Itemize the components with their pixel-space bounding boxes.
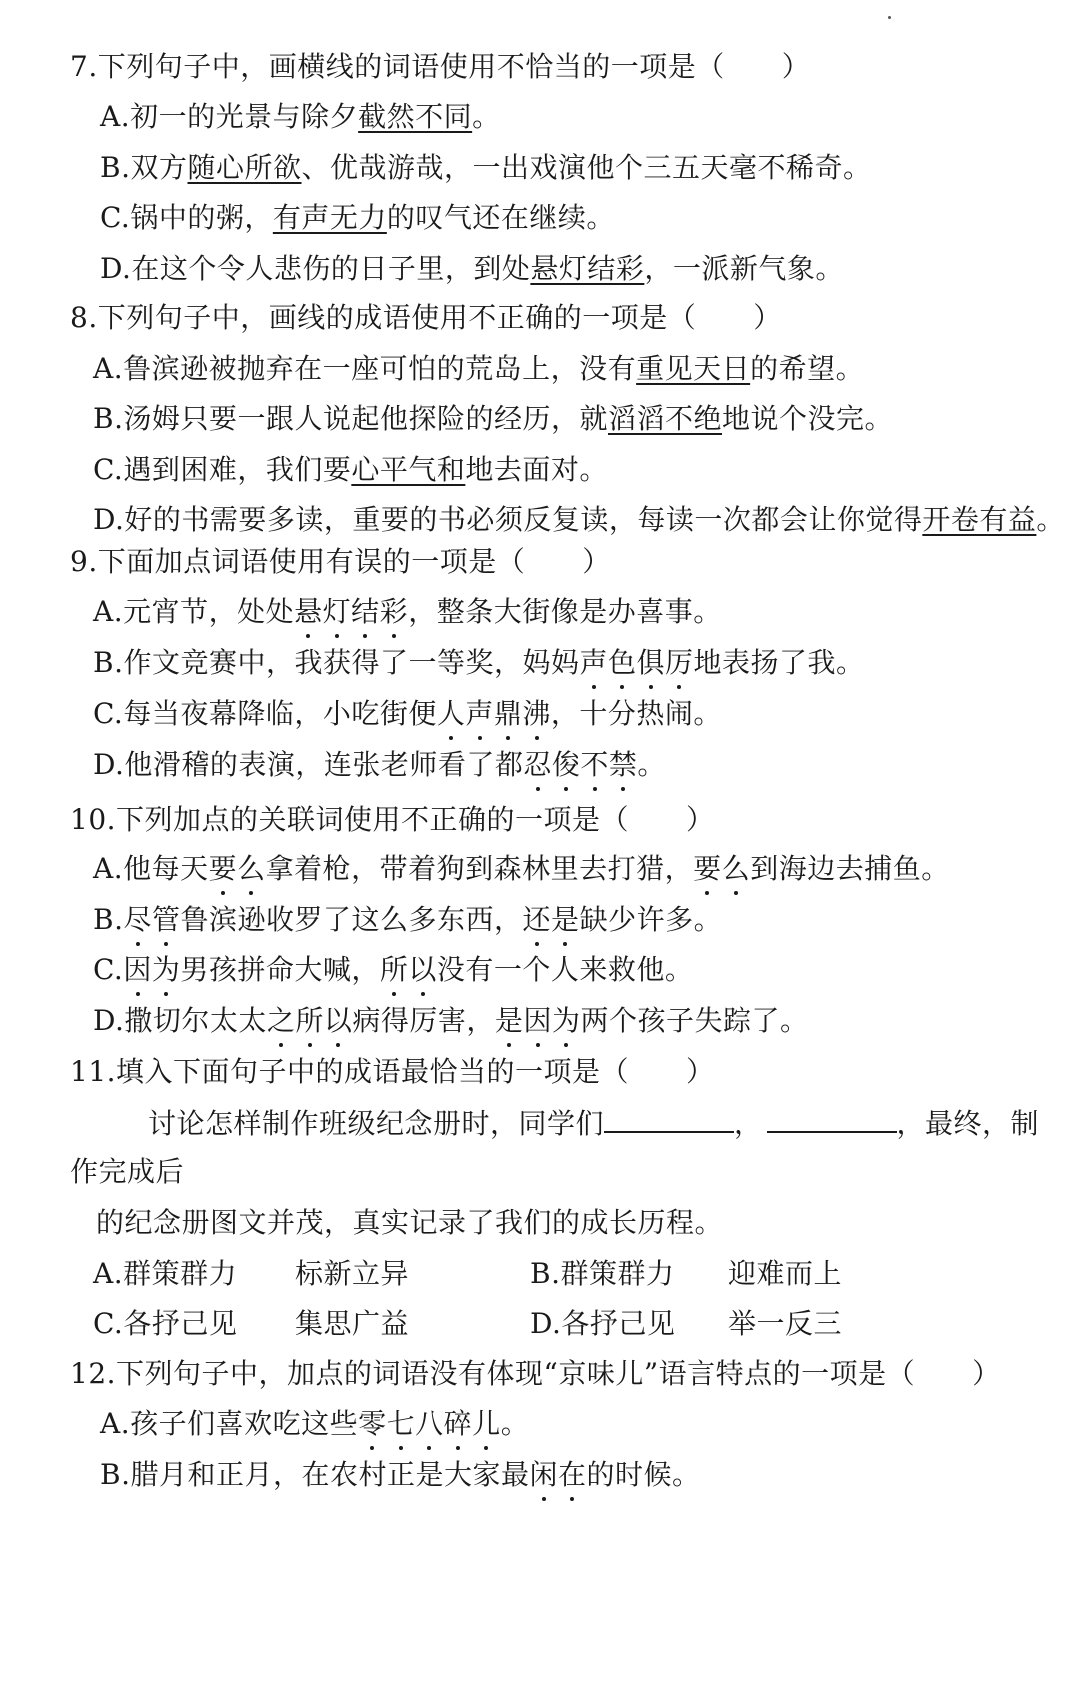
dotted-char: 闲 — [529, 1455, 558, 1495]
q7-option-d[interactable]: D.在这个令人悲伤的日子里，到处悬灯结彩，一派新气象。 — [100, 252, 844, 285]
dotted-word — [267, 1004, 353, 1037]
dotted-word — [123, 953, 180, 986]
dotted-char: 不 — [580, 745, 609, 785]
dotted-word — [495, 1004, 581, 1037]
dotted-char: 为 — [152, 950, 181, 990]
dotted-char: 在 — [558, 1455, 587, 1495]
dotted-char: 么 — [237, 849, 266, 889]
dotted-word — [523, 903, 580, 936]
q11-option-c[interactable]: C.各抒己见 — [93, 1307, 238, 1340]
dotted-char: 因 — [123, 950, 152, 990]
dotted-word — [358, 1407, 501, 1440]
q11-passage-line3: 的纪念册图文并茂，真实记录了我们的成长历程。 — [96, 1206, 724, 1239]
dotted-word — [693, 852, 750, 885]
question-10-stem: 10.下列加点的关联词使用不正确的一项是（ ） — [70, 803, 715, 836]
scan-speck — [888, 16, 891, 19]
q10-option-d[interactable]: D.撒切尔太太之所以病得厉害，是因为两个孩子失踪了。 — [93, 1001, 808, 1041]
dotted-word — [437, 697, 551, 730]
dotted-char: 是 — [495, 1001, 524, 1041]
dotted-char: 儿 — [472, 1404, 501, 1444]
q11-passage-line1: 讨论怎样制作班级纪念册时，同学们 ， ，最终，制 — [148, 1107, 1040, 1140]
dotted-char: 人 — [437, 694, 466, 734]
q8-option-a[interactable]: A.鲁滨逊被抛弃在一座可怕的荒岛上，没有重见天日的希望。 — [93, 352, 865, 385]
dotted-char: 声 — [465, 694, 494, 734]
dotted-char: 七 — [387, 1404, 416, 1444]
question-11-stem: 11.填入下面句子中的成语最恰当的一项是（ ） — [70, 1055, 715, 1088]
question-7-stem: 7.下列句子中，画横线的词语使用不恰当的一项是（ ） — [70, 50, 811, 83]
q10-option-b[interactable]: B.尽管鲁滨逊收罗了这么多东西，还是缺少许多。 — [93, 900, 722, 940]
dotted-char: 结 — [351, 592, 380, 632]
q8-option-d[interactable]: D.好的书需要多读，重要的书必须反复读，每读一次都会让你觉得开卷有益。 — [93, 503, 1065, 536]
dotted-char: 俱 — [637, 643, 666, 683]
dotted-char: 尽 — [123, 900, 152, 940]
q9-option-d[interactable]: D.他滑稽的表演，连张老师看了都忍俊不禁。 — [93, 745, 666, 785]
dotted-word — [294, 595, 408, 628]
dotted-word — [123, 903, 180, 936]
question-8-stem: 8.下列句子中，画线的成语使用不正确的一项是（ ） — [70, 301, 782, 334]
dotted-char: 灯 — [323, 592, 352, 632]
dotted-char: 鼎 — [494, 694, 523, 734]
q8-option-b[interactable]: B.汤姆只要一跟人说起他探险的经历，就滔滔不绝地说个没完。 — [93, 402, 894, 435]
q11-option-a-second: 标新立异 — [295, 1257, 410, 1290]
answer-blank-1[interactable] — [604, 1105, 734, 1133]
dotted-char: 以 — [324, 1001, 353, 1041]
question-12-stem: 12.下列句子中，加点的词语没有体现“京味儿”语言特点的一项是（ ） — [70, 1357, 1001, 1390]
q11-option-b-second: 迎难而上 — [728, 1257, 843, 1290]
question-9-stem: 9.下面加点词语使用有误的一项是（ ） — [70, 545, 611, 578]
q7-option-b[interactable]: B.双方随心所欲、优哉游哉，一出戏演他个三五天毫不稀奇。 — [100, 151, 872, 184]
dotted-word — [529, 1458, 586, 1491]
dotted-char: 俊 — [552, 745, 581, 785]
q9-option-a[interactable]: A.元宵节，处处悬灯结彩，整条大街像是办喜事。 — [93, 592, 722, 632]
dotted-char: 以 — [408, 950, 437, 990]
dotted-char: 为 — [552, 1001, 581, 1041]
dotted-char: 彩 — [380, 592, 409, 632]
dotted-char: 所 — [295, 1001, 324, 1041]
dotted-char: 之 — [267, 1001, 296, 1041]
dotted-char: 八 — [415, 1404, 444, 1444]
dotted-char: 声 — [579, 643, 608, 683]
dotted-char: 要 — [693, 849, 722, 889]
q11-option-d[interactable]: D.各抒己见 — [530, 1307, 676, 1340]
q9-option-b[interactable]: B.作文竞赛中，我获得了一等奖，妈妈声色俱厉地表扬了我。 — [93, 643, 865, 683]
dotted-char: 零 — [358, 1404, 387, 1444]
dotted-char: 悬 — [294, 592, 323, 632]
dotted-char: 碎 — [444, 1404, 473, 1444]
q10-option-a[interactable]: A.他每天要么拿着枪，带着狗到森林里去打猎，要么到海边去捕鱼。 — [93, 849, 950, 889]
dotted-char: 色 — [608, 643, 637, 683]
q12-option-b[interactable]: B.腊月和正月，在农村正是大家最闲在的时候。 — [100, 1455, 701, 1495]
dotted-word — [579, 646, 693, 679]
dotted-char: 要 — [209, 849, 238, 889]
dotted-char: 忍 — [523, 745, 552, 785]
dotted-char: 是 — [551, 900, 580, 940]
dotted-char: 因 — [523, 1001, 552, 1041]
dotted-char: 所 — [380, 950, 409, 990]
q7-option-a[interactable]: A.初一的光景与除夕截然不同。 — [100, 100, 501, 133]
q9-option-c[interactable]: C.每当夜幕降临，小吃街便人声鼎沸，十分热闹。 — [93, 694, 722, 734]
dotted-word — [523, 748, 637, 781]
q11-option-b[interactable]: B.群策群力 — [530, 1257, 675, 1290]
q11-passage-line2: 作完成后 — [70, 1155, 185, 1188]
dotted-char: 禁 — [609, 745, 638, 785]
dotted-word — [209, 852, 266, 885]
q12-option-a[interactable]: A.孩子们喜欢吃这些零七八碎儿。 — [100, 1404, 529, 1444]
q11-option-a[interactable]: A.群策群力 — [93, 1257, 238, 1290]
dotted-char: 还 — [523, 900, 552, 940]
q10-option-c[interactable]: C.因为男孩拼命大喊，所以没有一个人来救他。 — [93, 950, 693, 990]
dotted-char: 厉 — [665, 643, 694, 683]
dotted-word — [380, 953, 437, 986]
q11-option-c-second: 集思广益 — [295, 1307, 410, 1340]
answer-blank-2[interactable] — [767, 1105, 897, 1133]
q11-option-d-second: 举一反三 — [728, 1307, 843, 1340]
dotted-char: 管 — [152, 900, 181, 940]
dotted-char: 么 — [722, 849, 751, 889]
dotted-char: 沸 — [522, 694, 551, 734]
q8-option-c[interactable]: C.遇到困难，我们要心平气和地去面对。 — [93, 453, 608, 486]
q7-option-c[interactable]: C.锅中的粥，有声无力的叹气还在继续。 — [100, 201, 615, 234]
